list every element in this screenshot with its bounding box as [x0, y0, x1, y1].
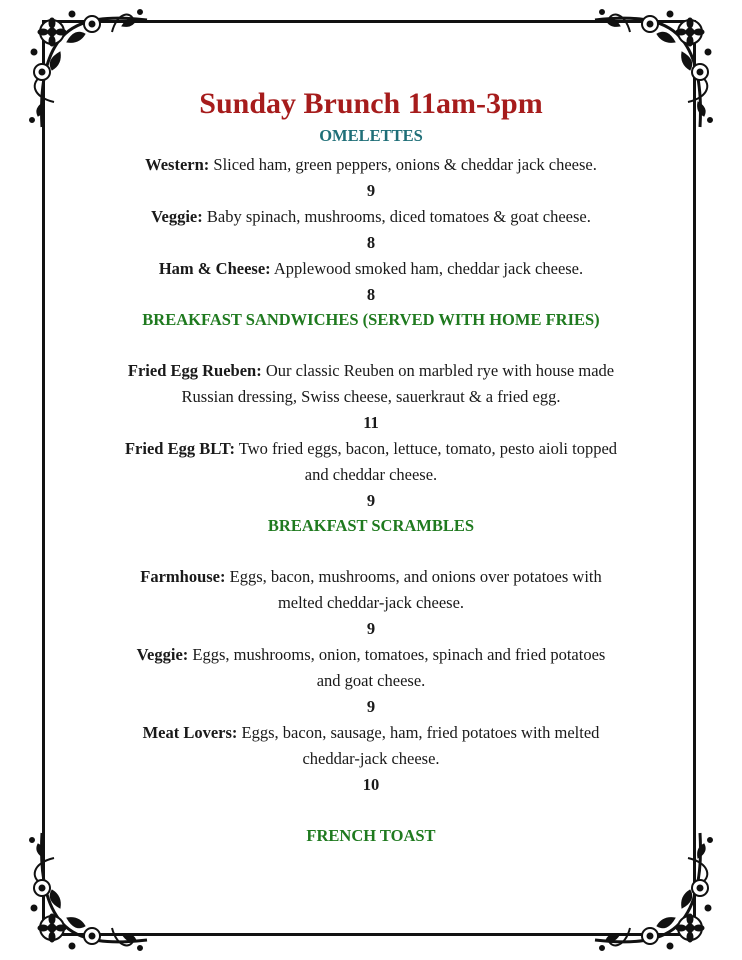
item-price: 10	[362, 775, 380, 794]
item-description: Our classic Reuben on marbled rye with house made	[261, 361, 615, 380]
item-price: 9	[366, 619, 376, 638]
menu-item	[80, 256, 662, 282]
item-name: Farmhouse:	[140, 567, 226, 586]
item-description: Eggs, mushrooms, onion, tomatoes, spinach and fried potatoes	[188, 645, 606, 664]
item-name: Ham & Cheese:	[158, 259, 271, 278]
item-price: 11	[363, 413, 379, 432]
item-description-cont: melted cheddar-jack cheese.	[277, 593, 465, 612]
menu-item	[80, 564, 662, 590]
item-description-cont: and cheddar cheese.	[304, 465, 438, 484]
item-name: Veggie:	[136, 645, 189, 664]
menu-item	[80, 720, 662, 746]
item-description: Eggs, bacon, sausage, ham, fried potatoes with melted	[237, 723, 600, 742]
menu-item	[80, 152, 662, 178]
menu-title: Sunday Brunch 11am-3pm	[199, 87, 543, 120]
menu-item	[80, 204, 662, 230]
menu-item	[80, 642, 662, 668]
item-name: Western:	[145, 155, 210, 174]
item-description-cont: cheddar-jack cheese.	[302, 749, 440, 768]
section-heading-sandwiches: BREAKFAST SANDWICHES (SERVED WITH HOME FRIES)	[142, 310, 600, 329]
item-description-cont: Russian dressing, Swiss cheese, sauerkraut & a fried egg.	[181, 387, 561, 406]
item-description: Baby spinach, mushrooms, diced tomatoes & goat cheese.	[202, 207, 591, 226]
item-price: 9	[366, 491, 376, 510]
item-description: Eggs, bacon, mushrooms, and onions over potatoes with	[225, 567, 602, 586]
item-price: 9	[366, 181, 376, 200]
item-name: Fried Egg Rueben:	[127, 361, 262, 380]
menu-item	[80, 358, 662, 384]
item-price: 8	[366, 233, 376, 252]
item-name: Meat Lovers:	[142, 723, 238, 742]
item-description: Applewood smoked ham, cheddar jack cheese.	[270, 259, 584, 278]
section-heading-omelettes: OMELETTES	[319, 126, 423, 145]
item-description: Sliced ham, green peppers, onions & cheddar jack cheese.	[209, 155, 597, 174]
item-description: Two fried eggs, bacon, lettuce, tomato, pesto aioli topped	[234, 439, 618, 458]
section-heading-french-toast: FRENCH TOAST	[306, 826, 436, 845]
menu-item	[80, 436, 662, 462]
item-description-cont: and goat cheese.	[316, 671, 426, 690]
item-price: 8	[366, 285, 376, 304]
section-heading-scrambles: BREAKFAST SCRAMBLES	[267, 516, 475, 535]
menu-content	[80, 84, 662, 848]
item-name: Fried Egg BLT:	[124, 439, 235, 458]
item-price: 9	[366, 697, 376, 716]
item-name: Veggie:	[151, 207, 203, 226]
